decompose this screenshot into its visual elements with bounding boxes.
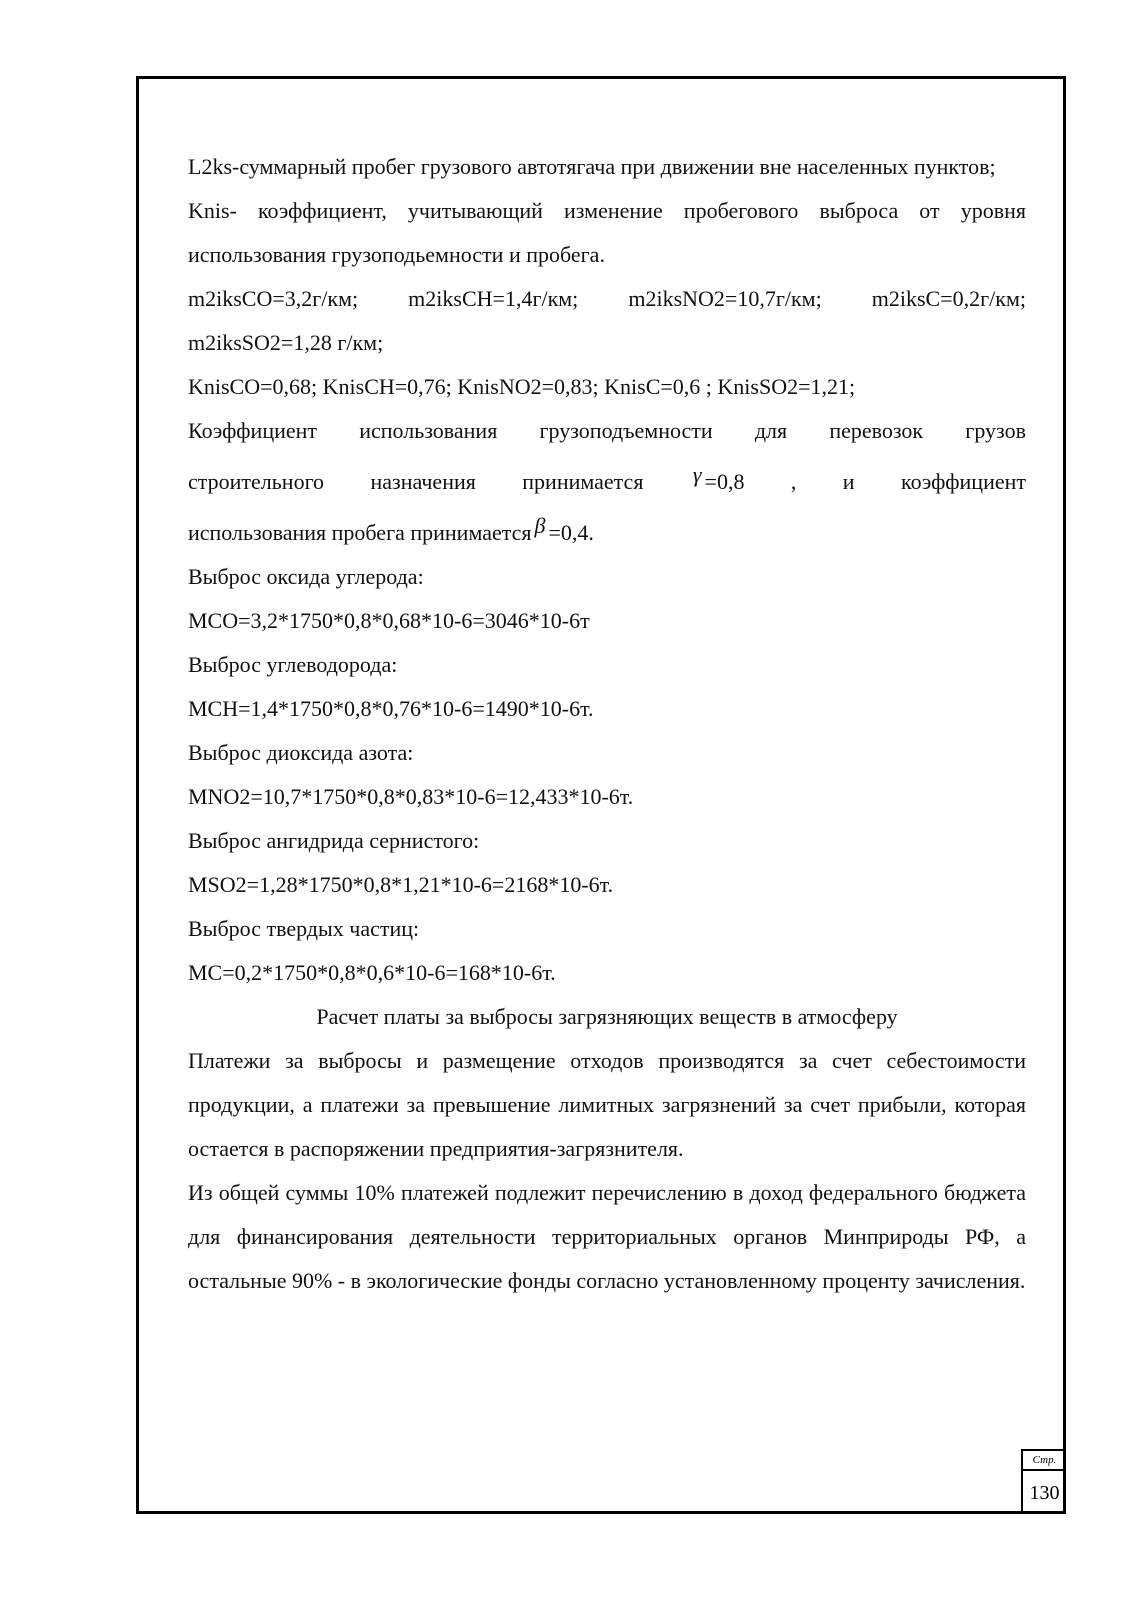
gamma-symbol: γ bbox=[692, 462, 702, 487]
emission-formula: MCO=3,2*1750*0,8*0,68*10-6=3046*10-6т bbox=[188, 608, 590, 633]
paragraph-l2ks: L2ks-суммарный пробег грузового автотягача при движении вне населенных пунктов; bbox=[188, 154, 996, 179]
emission-formula: MC=0,2*1750*0,8*0,6*10-6=168*10-6т. bbox=[188, 960, 556, 985]
document-body bbox=[188, 145, 1026, 1303]
emission-label: Выброс оксида углерода: bbox=[188, 564, 424, 589]
coef-line-2 bbox=[188, 453, 1026, 504]
emission-formula: MNO2=10,7*1750*0,8*0,83*10-6=12,433*10-6т. bbox=[188, 784, 634, 809]
page-label: Стр. bbox=[1023, 1451, 1066, 1471]
emission-label: Выброс твердых частиц: bbox=[188, 916, 420, 941]
coef-line-3 bbox=[188, 504, 1026, 555]
coef-line-2-start: строительного назначения принимается bbox=[188, 469, 644, 494]
paragraph-knis-values: KnisCO=0,68; KnisCH=0,76; KnisNO2=0,83; KnisC=0,6 ; KnisSO2=1,21; bbox=[188, 374, 856, 399]
page-number: 130 bbox=[1029, 1482, 1060, 1504]
coef-line-1: Коэффициент использования грузоподъемности для перевозок грузов bbox=[188, 418, 1026, 443]
emission-formula: MSO2=1,28*1750*0,8*1,21*10-6=2168*10-6т. bbox=[188, 872, 614, 897]
emission-label: Выброс ангидрида сернистого: bbox=[188, 828, 480, 853]
gamma-value: =0,8 bbox=[704, 469, 745, 494]
emission-formula: MCH=1,4*1750*0,8*0,76*10-6=1490*10-6т. bbox=[188, 696, 594, 721]
coef-line-2-end: , и коэффициент bbox=[790, 469, 1027, 494]
paragraph-knis: Knis- коэффициент, учитывающий изменение пробегового выброса от уровня использования грузоподьемности и пробега. bbox=[188, 198, 1026, 267]
emission-label: Выброс углеводорода: bbox=[188, 652, 398, 677]
section-title: Расчет платы за выбросы загрязняющих веществ в атмосферу bbox=[316, 1004, 898, 1029]
gamma-value-group bbox=[690, 462, 745, 494]
emission-label: Выброс диоксида азота: bbox=[188, 740, 414, 765]
page-number-stamp bbox=[1021, 1449, 1066, 1514]
beta-symbol: β bbox=[534, 513, 546, 538]
paragraph-m2iks: m2iksCO=3,2г/км; m2iksCH=1,4г/км; m2iksNO2=10,7г/км; m2iksC=0,2г/км; m2iksSO2=1,28 г/км; bbox=[188, 286, 1026, 355]
budget-paragraph: Из общей суммы 10% платежей подлежит перечислению в доход федерального бюджета для финансирования деятельности территориальных органов Минприроды РФ, а остальные 90% - в экологические фонды согласно установленному проценту зачисления. bbox=[188, 1180, 1026, 1293]
coef-line-3-start: использования пробега принимается bbox=[188, 520, 532, 545]
beta-value: =0,4. bbox=[548, 520, 594, 545]
payments-paragraph: Платежи за выбросы и размещение отходов производятся за счет себестоимости продукции, а платежи за превышение лимитных загрязнений за счет прибыли, которая остается в распоряжении предприятия-загрязнителя. bbox=[188, 1048, 1026, 1161]
